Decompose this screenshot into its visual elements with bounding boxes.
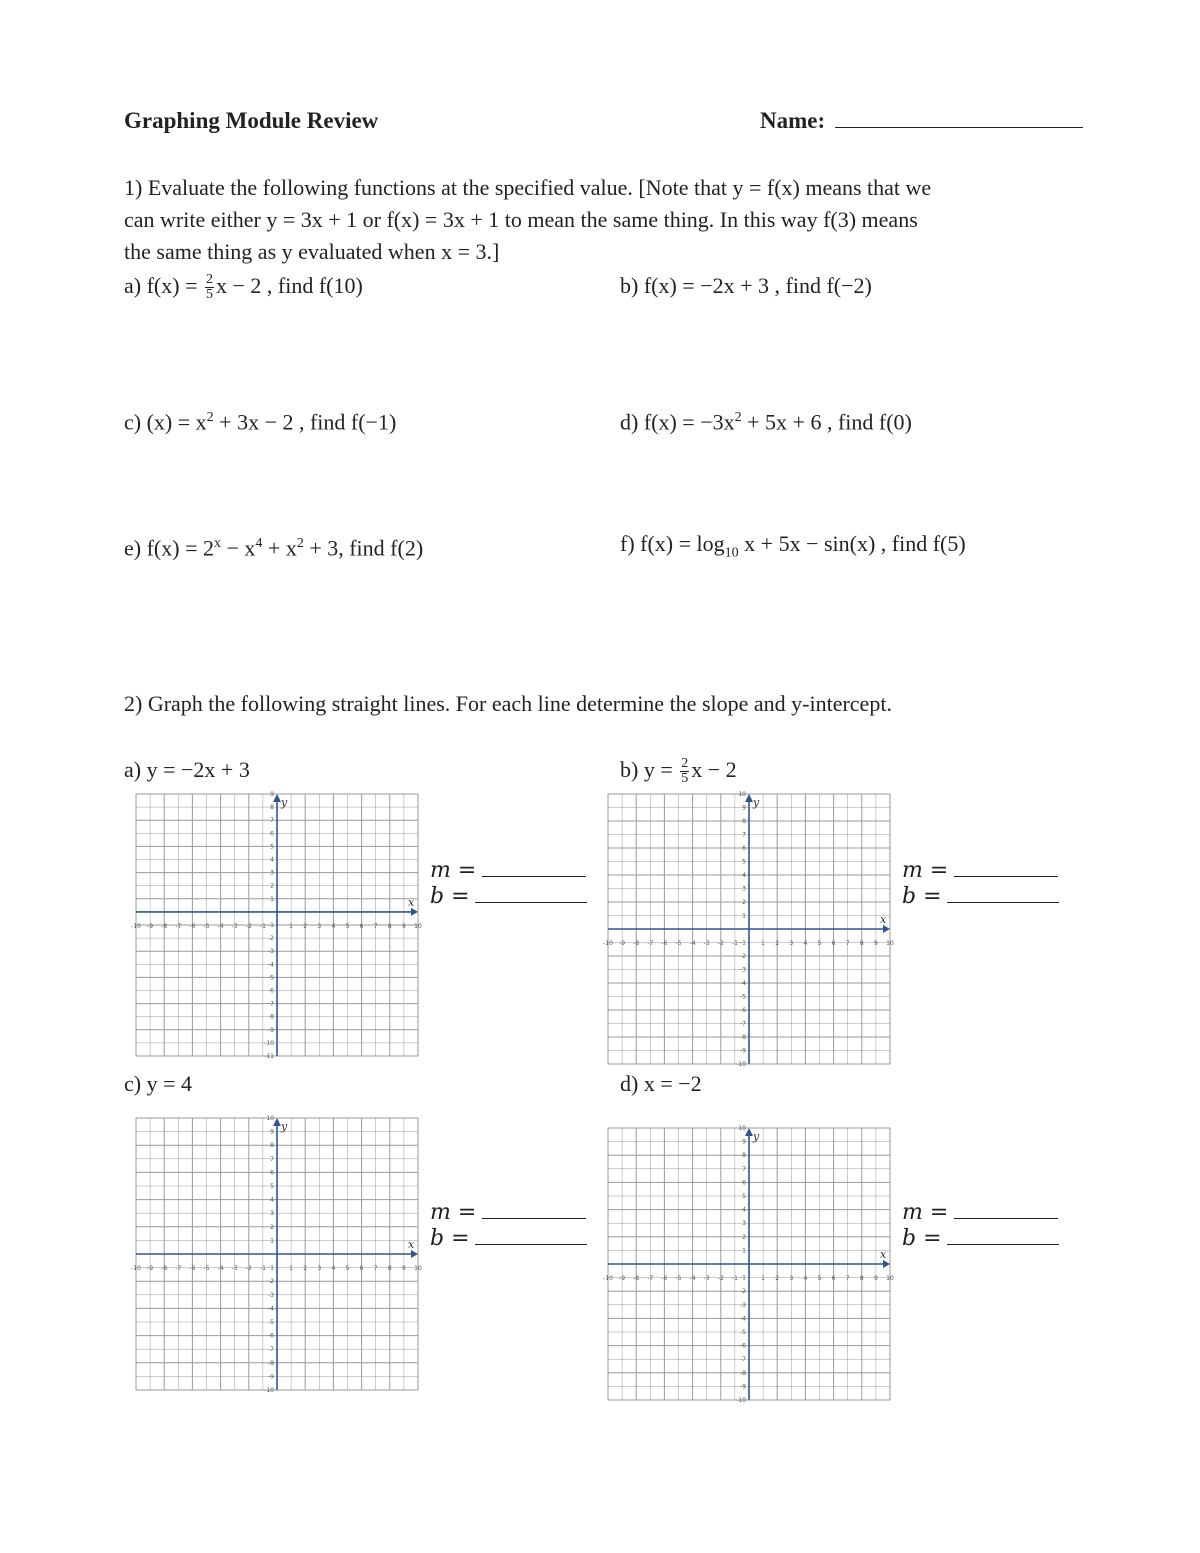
x-tick-label: 2 <box>775 1275 780 1282</box>
y-tick-label: 10 <box>266 1115 274 1122</box>
x-tick-label: -10 <box>131 922 141 930</box>
page-title: Graphing Module Review <box>124 108 379 133</box>
x-tick-label: -2 <box>717 1275 724 1282</box>
x-tick-label: 3 <box>317 1265 322 1272</box>
x-tick-label: -6 <box>661 1275 668 1282</box>
y-tick-label: 8 <box>742 818 746 825</box>
q1-e-exp3: 2 <box>296 536 304 551</box>
y-tick-label: -8 <box>268 1013 274 1021</box>
x-tick-label: 6 <box>359 1265 364 1272</box>
y-tick-label: 9 <box>742 804 746 812</box>
y-tick-label: 8 <box>270 1142 274 1150</box>
q1-d-prefix: d) f(x) = −3x <box>620 409 735 435</box>
y-tick-label: 5 <box>742 1193 746 1200</box>
q1-part-e <box>124 528 423 564</box>
q2-d-label: d) x = −2 <box>620 1071 702 1096</box>
graph-c[interactable] <box>131 1115 422 1394</box>
x-tick-label: -10 <box>131 1265 141 1272</box>
q1-part-b: b) f(x) = −2x + 3 , find f(−2) <box>620 273 872 298</box>
name-blank[interactable] <box>835 127 1083 128</box>
q1-intro-line1: 1) Evaluate the following functions at the specified value. [Note that y = f(x) means that we <box>124 175 932 200</box>
y-tick-label: 3 <box>742 885 746 893</box>
q2-b-rest: x − 2 <box>691 757 737 782</box>
x-axis-arrow <box>883 1260 890 1268</box>
x-tick-label: 9 <box>873 940 878 947</box>
y-tick-label: 5 <box>270 1183 274 1190</box>
q1-e-mid1: − x <box>220 535 256 561</box>
q1-e-prefix: e) f(x) = 2 <box>124 535 214 561</box>
x-axis-arrow <box>411 1250 418 1258</box>
x-tick-label: -1 <box>259 1265 266 1272</box>
x-tick-label: 9 <box>401 1265 406 1272</box>
y-tick-label: 1 <box>742 912 746 920</box>
x-tick-label: -3 <box>231 1265 238 1272</box>
x-tick-label: 2 <box>303 922 308 930</box>
graph-d[interactable] <box>603 1125 894 1404</box>
x-axis-arrow <box>883 925 890 933</box>
y-tick-label: -2 <box>740 1288 746 1296</box>
y-tick-label: -6 <box>268 987 274 995</box>
y-tick-label: -1 <box>740 1274 746 1282</box>
x-tick-label: -5 <box>203 1265 210 1272</box>
y-axis-arrow <box>745 794 753 802</box>
x-tick-label: -9 <box>619 940 626 947</box>
x-tick-label: -2 <box>245 1265 252 1272</box>
x-tick-label: 3 <box>317 922 322 930</box>
x-tick-label: -7 <box>647 1275 654 1282</box>
y-tick-label: -6 <box>268 1332 274 1340</box>
answer-a-m-blank[interactable] <box>482 876 586 877</box>
x-tick-label: -4 <box>689 940 696 947</box>
y-tick-label: -1 <box>740 939 746 947</box>
answer-a-b-blank[interactable] <box>475 902 587 903</box>
x-tick-label: -4 <box>217 922 224 930</box>
x-tick-label: -5 <box>675 1275 682 1282</box>
x-tick-label: 8 <box>387 922 392 930</box>
q1-d-rest: + 5x + 6 , find f(0) <box>741 409 912 435</box>
y-tick-label: 4 <box>270 856 274 864</box>
x-axis-label: x <box>880 1248 887 1261</box>
q1-e-rest: + 3, find f(2) <box>303 535 424 561</box>
x-tick-label: 8 <box>859 1275 864 1282</box>
x-tick-label: -8 <box>633 940 640 947</box>
y-tick-label: 5 <box>742 858 746 866</box>
x-tick-label: 4 <box>803 940 808 947</box>
answer-a-b[interactable] <box>430 880 587 913</box>
x-tick-label: 4 <box>331 922 336 930</box>
x-tick-label: 5 <box>817 1275 822 1282</box>
graph-a[interactable] <box>131 791 422 1060</box>
answer-b-b-blank[interactable] <box>947 902 1059 903</box>
y-tick-label: -9 <box>740 1383 746 1391</box>
answer-b-b-label: b = <box>902 884 942 909</box>
y-tick-label: 6 <box>742 1179 746 1187</box>
y-tick-label: -9 <box>740 1047 746 1055</box>
y-tick-label: -3 <box>740 1301 746 1309</box>
q1-f-sub: 10 <box>724 545 739 561</box>
x-tick-label: -4 <box>217 1265 224 1272</box>
q1-a-frac-den: 5 <box>205 287 213 303</box>
graph-b[interactable] <box>603 791 894 1068</box>
y-axis-arrow <box>745 1128 753 1136</box>
y-tick-label: -8 <box>740 1369 746 1377</box>
y-tick-label: 5 <box>270 843 274 851</box>
q1-f-rest: x + 5x − sin(x) , find f(5) <box>738 531 966 556</box>
x-tick-label: -3 <box>703 940 710 947</box>
answer-a-m-label: m = <box>430 858 477 883</box>
y-tick-label: -10 <box>736 1397 746 1404</box>
q2-b-frac-num: 2 <box>681 756 689 772</box>
answer-a-b-label: b = <box>430 884 470 909</box>
y-tick-label: -5 <box>740 1329 746 1336</box>
answer-b-m-label: m = <box>902 858 949 883</box>
q1-part-f <box>620 528 966 569</box>
x-tick-label: 7 <box>845 940 850 947</box>
y-tick-label: 9 <box>270 1128 274 1136</box>
x-tick-label: 10 <box>886 940 894 947</box>
x-axis-label: x <box>408 895 415 909</box>
q1-c-prefix: c) (x) = x <box>124 409 207 435</box>
q1-e-exp1: x <box>213 536 221 551</box>
x-tick-label: -10 <box>603 1275 613 1282</box>
y-tick-label: -10 <box>264 1387 274 1394</box>
q1-intro-line2: can write either y = 3x + 1 or f(x) = 3x + 1 to mean the same thing. In this way f(3) means <box>124 207 918 232</box>
answer-c-m-label: m = <box>430 1200 477 1225</box>
y-tick-label: -10 <box>264 1039 274 1047</box>
x-tick-label: 10 <box>414 922 422 930</box>
x-tick-label: -1 <box>259 922 266 930</box>
y-tick-label: -3 <box>268 948 274 956</box>
x-tick-label: -8 <box>161 1265 168 1272</box>
answer-c-b[interactable] <box>430 1222 587 1255</box>
x-tick-label: 1 <box>761 940 766 947</box>
x-tick-label: 1 <box>289 922 294 930</box>
x-tick-label: 6 <box>359 922 364 930</box>
y-tick-label: 3 <box>270 869 274 877</box>
x-tick-label: 10 <box>414 1265 422 1272</box>
x-tick-label: -7 <box>647 940 654 947</box>
q2-intro: 2) Graph the following straight lines. For each line determine the slope and y-intercept. <box>124 691 892 716</box>
y-tick-label: 6 <box>270 1169 274 1177</box>
y-axis-arrow <box>273 1118 281 1126</box>
x-tick-label: 3 <box>789 940 794 947</box>
x-tick-label: -9 <box>147 1265 154 1272</box>
y-tick-label: 2 <box>270 882 274 890</box>
name-label-text: Name: <box>760 108 826 133</box>
y-tick-label: 2 <box>742 899 746 906</box>
y-tick-label: 4 <box>742 1206 746 1214</box>
q1-a-rest: x − 2 , find f(10) <box>215 273 363 298</box>
y-tick-label: -8 <box>268 1359 274 1367</box>
x-tick-label: -6 <box>189 1265 196 1272</box>
y-tick-label: -2 <box>740 953 746 960</box>
y-tick-label: -7 <box>268 1346 274 1354</box>
y-tick-label: -9 <box>268 1026 274 1034</box>
y-tick-label: -7 <box>740 1020 746 1028</box>
answer-b-b[interactable] <box>902 880 1059 913</box>
x-tick-label: 5 <box>345 922 350 930</box>
x-tick-label: -9 <box>147 922 154 930</box>
x-tick-label: 4 <box>331 1265 336 1272</box>
y-tick-label: -3 <box>268 1291 274 1299</box>
x-tick-label: -2 <box>245 922 252 930</box>
x-tick-label: 9 <box>873 1275 878 1282</box>
x-axis-arrow <box>411 908 418 916</box>
y-tick-label: 10 <box>738 791 746 798</box>
y-tick-label: 7 <box>270 1155 274 1163</box>
y-axis-label: y <box>281 796 288 809</box>
y-tick-label: -4 <box>268 1305 274 1313</box>
y-tick-label: 8 <box>742 1152 746 1160</box>
y-tick-label: 7 <box>270 817 274 825</box>
answer-d-m-label: m = <box>902 1200 949 1225</box>
q1-a-fraction <box>205 273 214 302</box>
x-tick-label: -10 <box>603 940 613 947</box>
y-axis-arrow <box>273 794 281 802</box>
y-tick-label: 10 <box>738 1125 746 1132</box>
y-tick-label: 9 <box>742 1138 746 1146</box>
x-tick-label: 4 <box>803 1275 808 1282</box>
y-tick-label: 3 <box>270 1210 274 1218</box>
answer-c-m-blank[interactable] <box>482 1218 586 1219</box>
q1-e-exp2: 4 <box>255 536 263 551</box>
y-tick-label: 7 <box>742 1165 746 1173</box>
x-axis-label: x <box>880 913 887 926</box>
y-tick-label: -8 <box>740 1034 746 1041</box>
name-label <box>760 108 1083 134</box>
x-tick-label: -3 <box>703 1275 710 1282</box>
y-tick-label: 7 <box>742 831 746 839</box>
q2-b-prefix: b) y = <box>620 757 679 782</box>
q1-c-rest: + 3x − 2 , find f(−1) <box>213 409 397 435</box>
y-tick-label: -1 <box>268 922 274 929</box>
y-tick-label: -9 <box>268 1373 274 1381</box>
q1-a-prefix: a) f(x) = <box>124 273 203 298</box>
graph-a-svg[interactable] <box>131 791 422 1060</box>
graph-c-svg[interactable] <box>131 1115 422 1394</box>
y-tick-label: -5 <box>268 974 274 982</box>
y-tick-label: 3 <box>742 1220 746 1228</box>
x-tick-label: 8 <box>387 1265 392 1272</box>
q1-part-c <box>124 402 396 438</box>
x-tick-label: 7 <box>845 1275 850 1282</box>
y-tick-label: -11 <box>264 1053 274 1060</box>
x-tick-label: 10 <box>886 1275 894 1282</box>
q1-intro-line3: the same thing as y evaluated when x = 3.] <box>124 239 500 264</box>
y-tick-label: 2 <box>742 1233 746 1241</box>
q2-b-fraction <box>680 757 689 786</box>
x-tick-label: 2 <box>303 1265 308 1272</box>
y-tick-label: -6 <box>740 1342 746 1350</box>
y-tick-label: -4 <box>740 1315 746 1323</box>
x-tick-label: 7 <box>373 1265 378 1272</box>
x-tick-label: -2 <box>717 940 724 947</box>
x-tick-label: 6 <box>831 940 836 947</box>
answer-d-b-label: b = <box>902 1226 942 1251</box>
y-axis-label: y <box>753 796 760 809</box>
y-tick-label: 6 <box>270 830 274 838</box>
q1-a-frac-num: 2 <box>205 272 213 288</box>
q1-e-mid2: + x <box>262 535 297 561</box>
x-axis-label: x <box>408 1238 415 1251</box>
x-tick-label: -7 <box>175 1265 182 1272</box>
y-tick-label: -6 <box>740 1007 746 1014</box>
x-tick-label: 2 <box>775 940 780 947</box>
answer-d-m-blank[interactable] <box>954 1218 1058 1219</box>
answer-c-b-label: b = <box>430 1226 470 1251</box>
q2-b-label <box>620 754 737 786</box>
q2-b-frac-den: 5 <box>681 771 689 787</box>
y-axis-label: y <box>281 1120 288 1133</box>
x-tick-label: -1 <box>731 1275 738 1282</box>
y-tick-label: 9 <box>270 791 274 798</box>
x-tick-label: -5 <box>675 940 682 947</box>
x-tick-label: -9 <box>619 1275 626 1282</box>
q2-c-label: c) y = 4 <box>124 1071 192 1096</box>
y-tick-label: 6 <box>742 845 746 852</box>
y-tick-label: 2 <box>270 1223 274 1231</box>
x-tick-label: 1 <box>289 1265 294 1272</box>
y-tick-label: -10 <box>736 1061 746 1068</box>
y-tick-label: -2 <box>268 1278 274 1286</box>
answer-d-b-blank[interactable] <box>947 1244 1059 1245</box>
answer-d-b[interactable] <box>902 1222 1059 1255</box>
y-tick-label: -4 <box>740 980 746 987</box>
x-tick-label: -8 <box>633 1275 640 1282</box>
x-tick-label: -3 <box>231 922 238 930</box>
y-tick-label: -1 <box>268 1264 274 1272</box>
y-tick-label: -3 <box>740 966 746 974</box>
x-tick-label: 5 <box>817 940 822 947</box>
x-tick-label: -8 <box>161 922 168 930</box>
q1-part-d <box>620 402 912 438</box>
y-tick-label: 8 <box>270 804 274 812</box>
x-tick-label: 9 <box>401 922 406 930</box>
graph-d-svg[interactable] <box>603 1125 894 1404</box>
x-tick-label: 8 <box>859 940 864 947</box>
q1-part-a <box>124 270 363 302</box>
y-axis-label: y <box>753 1130 760 1143</box>
answer-b-m-blank[interactable] <box>954 876 1058 877</box>
q2-a-label: a) y = −2x + 3 <box>124 757 250 782</box>
q1-d-exp: 2 <box>734 410 742 425</box>
y-tick-label: -5 <box>740 993 746 1001</box>
x-tick-label: -6 <box>661 940 668 947</box>
q1-f-prefix: f) f(x) = log <box>620 531 725 556</box>
x-tick-label: -5 <box>203 922 210 930</box>
x-tick-label: 1 <box>761 1275 766 1282</box>
y-tick-label: 4 <box>270 1196 274 1204</box>
y-tick-label: 4 <box>742 872 746 879</box>
y-tick-label: -7 <box>740 1356 746 1364</box>
answer-c-b-blank[interactable] <box>475 1244 587 1245</box>
y-tick-label: 1 <box>270 895 274 903</box>
y-tick-label: 1 <box>742 1247 746 1255</box>
y-tick-label: 1 <box>270 1237 274 1245</box>
y-tick-label: -4 <box>268 961 274 969</box>
x-tick-label: -6 <box>189 922 196 930</box>
x-tick-label: -7 <box>175 922 182 930</box>
x-tick-label: 6 <box>831 1275 836 1282</box>
q1-c-exp: 2 <box>206 410 214 425</box>
graph-b-svg[interactable] <box>603 791 894 1068</box>
x-tick-label: 5 <box>345 1265 350 1272</box>
y-tick-label: -2 <box>268 935 274 943</box>
x-tick-label: 3 <box>789 1275 794 1282</box>
x-tick-label: -4 <box>689 1275 696 1282</box>
x-tick-label: -1 <box>731 940 738 947</box>
y-tick-label: -7 <box>268 1000 274 1008</box>
y-tick-label: -5 <box>268 1319 274 1326</box>
x-tick-label: 7 <box>373 922 378 930</box>
